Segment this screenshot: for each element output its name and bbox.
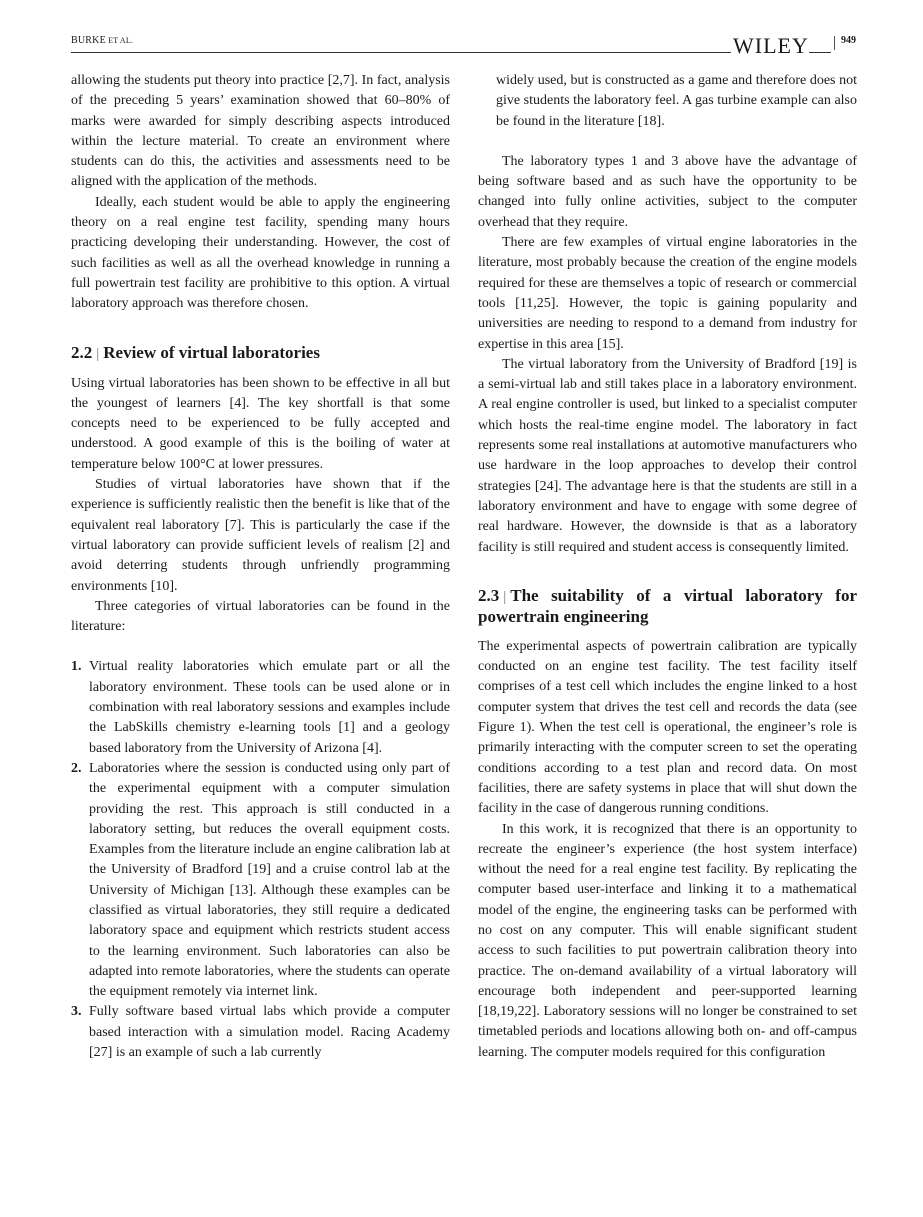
paragraph: The laboratory types 1 and 3 above have the advantage of being software based and as such have the opportunity to be changed into fully online activities, subject to the computer overhead that they require. [478,153,857,230]
section-title: Review of virtual laboratories [103,342,320,362]
paragraph: Using virtual laboratories has been shown to be effective in all but the youngest of learners [4]. The key shortfall is that some concepts need to be experienced to be fully accepted and understood. A good example of this is the boiling of water at temperature below 100°C at lower pressures. [71,375,450,472]
paragraph: The experimental aspects of powertrain calibration are typically conducted on an engine test facility. The test facility itself comprises of a test cell which includes the engine linked to a host computer system that drives the test cell and records the data (see Figure 1). When the test cell is operational, the engineer’s role is primarily interacting with the computer screen to set the operating conditions according to a test plan and record data. On most facilities, there are safety systems in place that will shut down the facility in the case of dangerous running conditions. [478,638,857,817]
list-item-continued: widely used, but is constructed as a game and therefore does not give students the laboratory feel. A gas turbine example can also be found in the literature [18]. [496,73,857,129]
list-item [71,1002,450,1063]
header-rule [71,52,731,53]
paragraph: Three categories of virtual laboratories can be found in the literature: [71,598,450,635]
paragraph: allowing the students put theory into practice [2,7]. In fact, analysis of the preceding 5 years’ examination showed that 60–80% of marks were awarded for simply describing aspects introduced within the lecture material. To create an environment where students can do this, the activities and assessments need to be aligned with the application of the methods. [71,73,450,190]
section-heading-2-3 [478,586,857,627]
list-number: 2. [71,760,82,776]
paragraph: In this work, it is recognized that there is an opportunity to recreate the engineer’s experience (the host system interface) without the need for a real engine test facility. By replicating the computer based user-interface and linking it to a mathematical model of the engine, the engineering tasks can be performed with no cost on any computer. This will enable significant student access to such facilities to put powertrain calibration theory into practice. The on-demand availability of a virtual laboratory will encourage both independent and peer-supported learning [18,19,22]. Laboratory sessions will no longer be constrained to set timetabled periods and locations allowing both on- and off-campus learning. The computer models required for this configuration [478,821,857,1060]
header-divider [834,36,835,50]
section-number: 2.2 [71,342,93,362]
section-title: The suitability of a virtual laboratory for powertrain engineering [478,585,857,626]
paragraph: Ideally, each student would be able to apply the engineering theory on a real engine test facility, spending many hours practicing developing their understanding. However, the cost of such facilities as well as all the overhead knowledge in running a full powertrain test facility are prohibitive to this option. A virtual laboratory approach was therefore chosen. [71,194,450,312]
list-number: 1. [71,659,82,675]
list-text: Laboratories where the session is conducted using only part of the experimental equipment with a computer simulation providing the rest. This approach is still conducted in a laboratory setting, but reduces the overall equipment costs. Examples from the literature include an engine calibration lab at the University of Bradford [19] and a cruise control lab at the University of Michigan [13]. Although these examples can be classified as virtual laboratories, they still require a dedicated laboratory space and equipment which restricts student access to the learning environment. Such laboratories can also be adapted into remote laboratories, where the students can operate the equipment remotely via internet link. [89,760,450,1000]
left-column [71,71,450,1063]
list-number: 3. [71,1004,82,1020]
list-text: Fully software based virtual labs which provide a computer based interaction with a simulation model. Racing Academy [27] is an example of such a lab currently [89,1004,450,1061]
page-header [71,33,856,58]
paragraph: Studies of virtual laboratories have shown that if the experience is sufficiently realistic then the benefit is like that of the equivalent real laboratory [7]. This is particularly the case if the virtual laboratory can provide sufficient levels of realism [2] and avoid deterring students through unfriendly programming environments [10]. [71,477,450,594]
section-divider: | [503,588,507,605]
header-rule-right [809,52,831,53]
publisher-logo: WILEY [733,33,809,58]
list-item [71,759,450,1003]
section-divider: | [96,345,100,362]
page-number: 949 [841,35,856,46]
paragraph: There are few examples of virtual engine laboratories in the literature, most probably because the creation of the engine models required for these are themselves a topic of research or commercial tools [11,25]. However, the topic is gaining popularity and universities are needing to respond to a demand from industry for expertise in this area [15]. [478,235,857,352]
section-heading-2-2 [71,343,450,364]
lab-categories-list [71,657,450,1063]
list-text: Virtual reality laboratories which emulate part or all the laboratory environment. These tools can be used alone or in combination with real laboratory sessions and examples include the LabSkills chemistry e-learning tools [1] and a geology based laboratory from the University of Arizona [4]. [89,659,450,756]
list-item [71,657,450,758]
paragraph: The virtual laboratory from the University of Bradford [19] is a semi-virtual lab and still takes place in a laboratory environment. A real engine controller is used, but linked to a specialist computer which hosts the real-time engine model. The laboratory in fact represents some real installations at automotive manufacturers who use hardware in the loop approaches to develop their control strategies [24]. The advantage here is that the students are still in a laboratory environment and have to engage with some degree of real hardware. However, the downside is that as a laboratory facility is still required and student access is consequently limited. [478,356,857,555]
right-column [478,71,857,1063]
running-head-authors: BURKE [71,35,106,46]
section-number: 2.3 [478,585,500,605]
running-head [71,35,133,46]
running-head-etal: ET AL. [105,36,134,45]
